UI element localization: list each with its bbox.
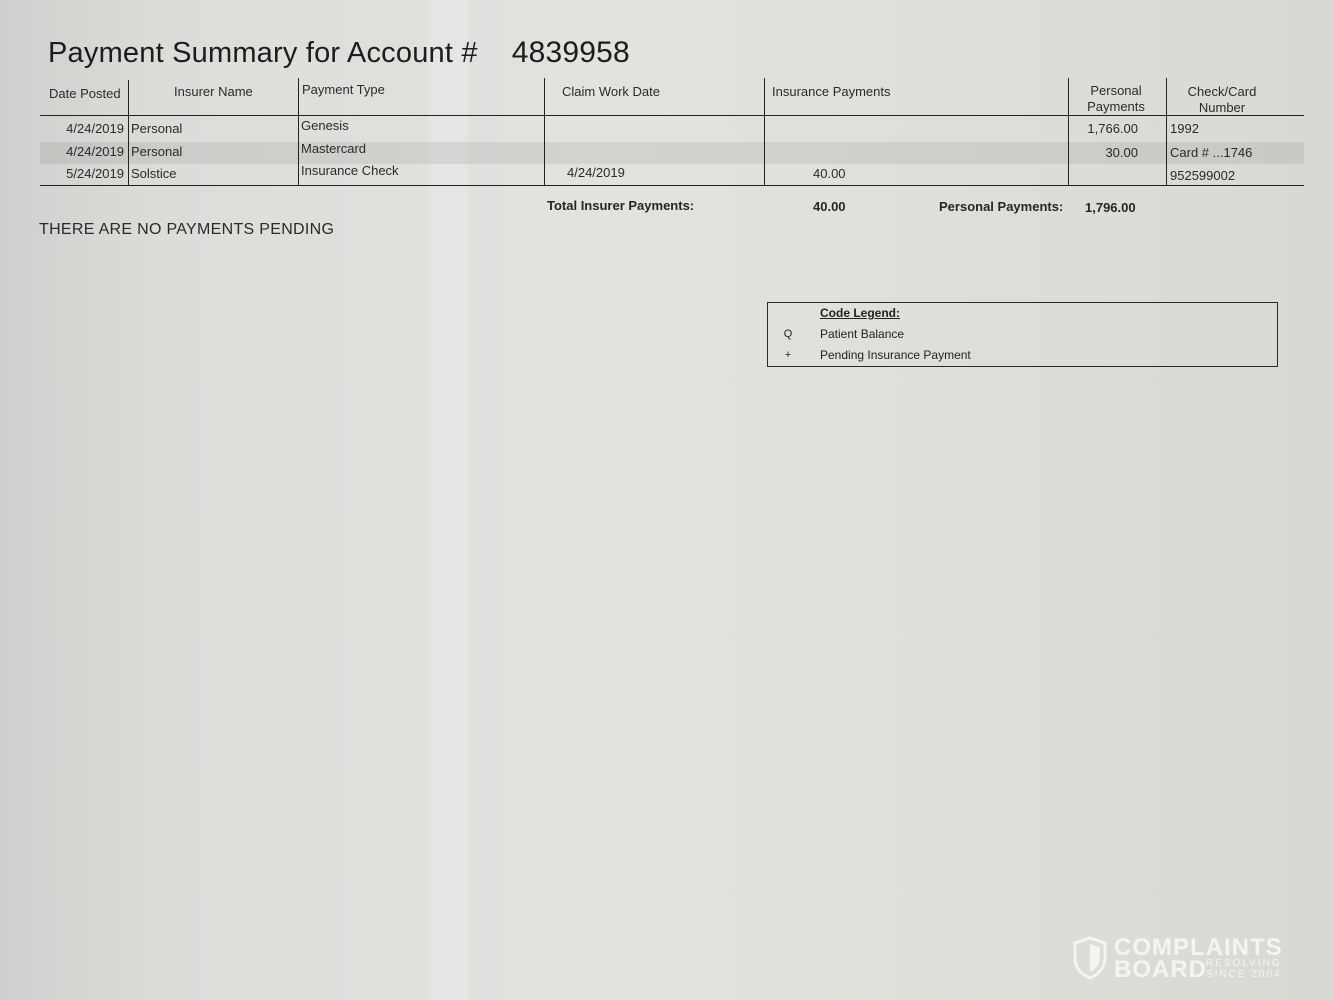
table-row-payment-type: Mastercard [301,141,367,156]
table-row-date: 4/24/2019 [66,121,124,136]
total-insurer-value: 40.00 [813,199,846,214]
complaints-board-watermark [1072,934,1302,982]
table-row-date: 5/24/2019 [66,166,124,181]
watermark-tag2: SINCE 2004 [1206,969,1282,980]
statement-sheet [8,0,1333,1000]
header-personal-payments [1076,83,1156,115]
payment-table [40,78,1304,190]
code-legend [767,302,1278,367]
total-insurer-label: Total Insurer Payments: [547,198,695,213]
table-row-check-card: Card # ...1746 [1170,145,1253,160]
page-title [48,36,630,70]
table-row-insurer: Personal [131,121,183,136]
header-check-card-line2: Number [1198,100,1246,115]
header-claim-work-date: Claim Work Date [562,84,661,99]
col-divider [764,78,765,185]
legend-description: Patient Balance [820,327,905,341]
col-divider [128,80,129,185]
table-row-insurer: Solstice [131,166,177,181]
shield-logo-icon [1072,936,1108,980]
header-personal-line2: Payments [1087,99,1145,114]
title-text: Payment Summary for Account # [48,37,478,69]
table-row-date: 4/24/2019 [66,144,124,159]
header-insurer-name: Insurer Name [174,84,253,99]
legend-description: Pending Insurance Payment [820,348,971,362]
legend-code: Q [783,328,793,340]
table-row-check-card: 1992 [1170,121,1199,136]
header-divider [40,115,1304,116]
col-divider [544,78,545,185]
header-check-card-line1: Check/Card [1187,84,1257,99]
table-row-payment-type: Genesis [301,118,349,133]
total-personal-label: Personal Payments: [939,199,1064,214]
header-insurance-payments: Insurance Payments [772,84,891,99]
table-row-personal-payment: 30.00 [1105,145,1138,160]
header-payment-type: Payment Type [302,82,385,97]
table-bottom-line [40,185,1304,186]
table-row-insurer: Personal [131,144,183,159]
col-divider [298,78,299,185]
table-row-check-card: 952599002 [1170,168,1236,183]
pending-payments-note: THERE ARE NO PAYMENTS PENDING [39,221,335,238]
watermark-tag1: RESOLVING [1206,958,1282,969]
legend-code: + [784,349,792,361]
total-personal-value: 1,796.00 [1085,200,1136,215]
header-check-card-number [1174,84,1270,116]
table-row-payment-type: Insurance Check [301,163,399,178]
header-date-posted: Date Posted [49,86,121,101]
account-number: 4839958 [511,36,630,69]
legend-title: Code Legend: [820,306,900,320]
watermark-line2: BOARD [1114,956,1207,983]
table-row-personal-payment: 1,766.00 [1087,121,1138,136]
watermark-line1: COMPLAINTS [1114,934,1283,961]
col-divider [1068,78,1069,185]
col-divider [1166,78,1167,185]
table-row-claim-work-date: 4/24/2019 [567,165,625,180]
header-personal-line1: Personal [1090,83,1142,98]
table-row-insurance-payment: 40.00 [813,166,846,181]
